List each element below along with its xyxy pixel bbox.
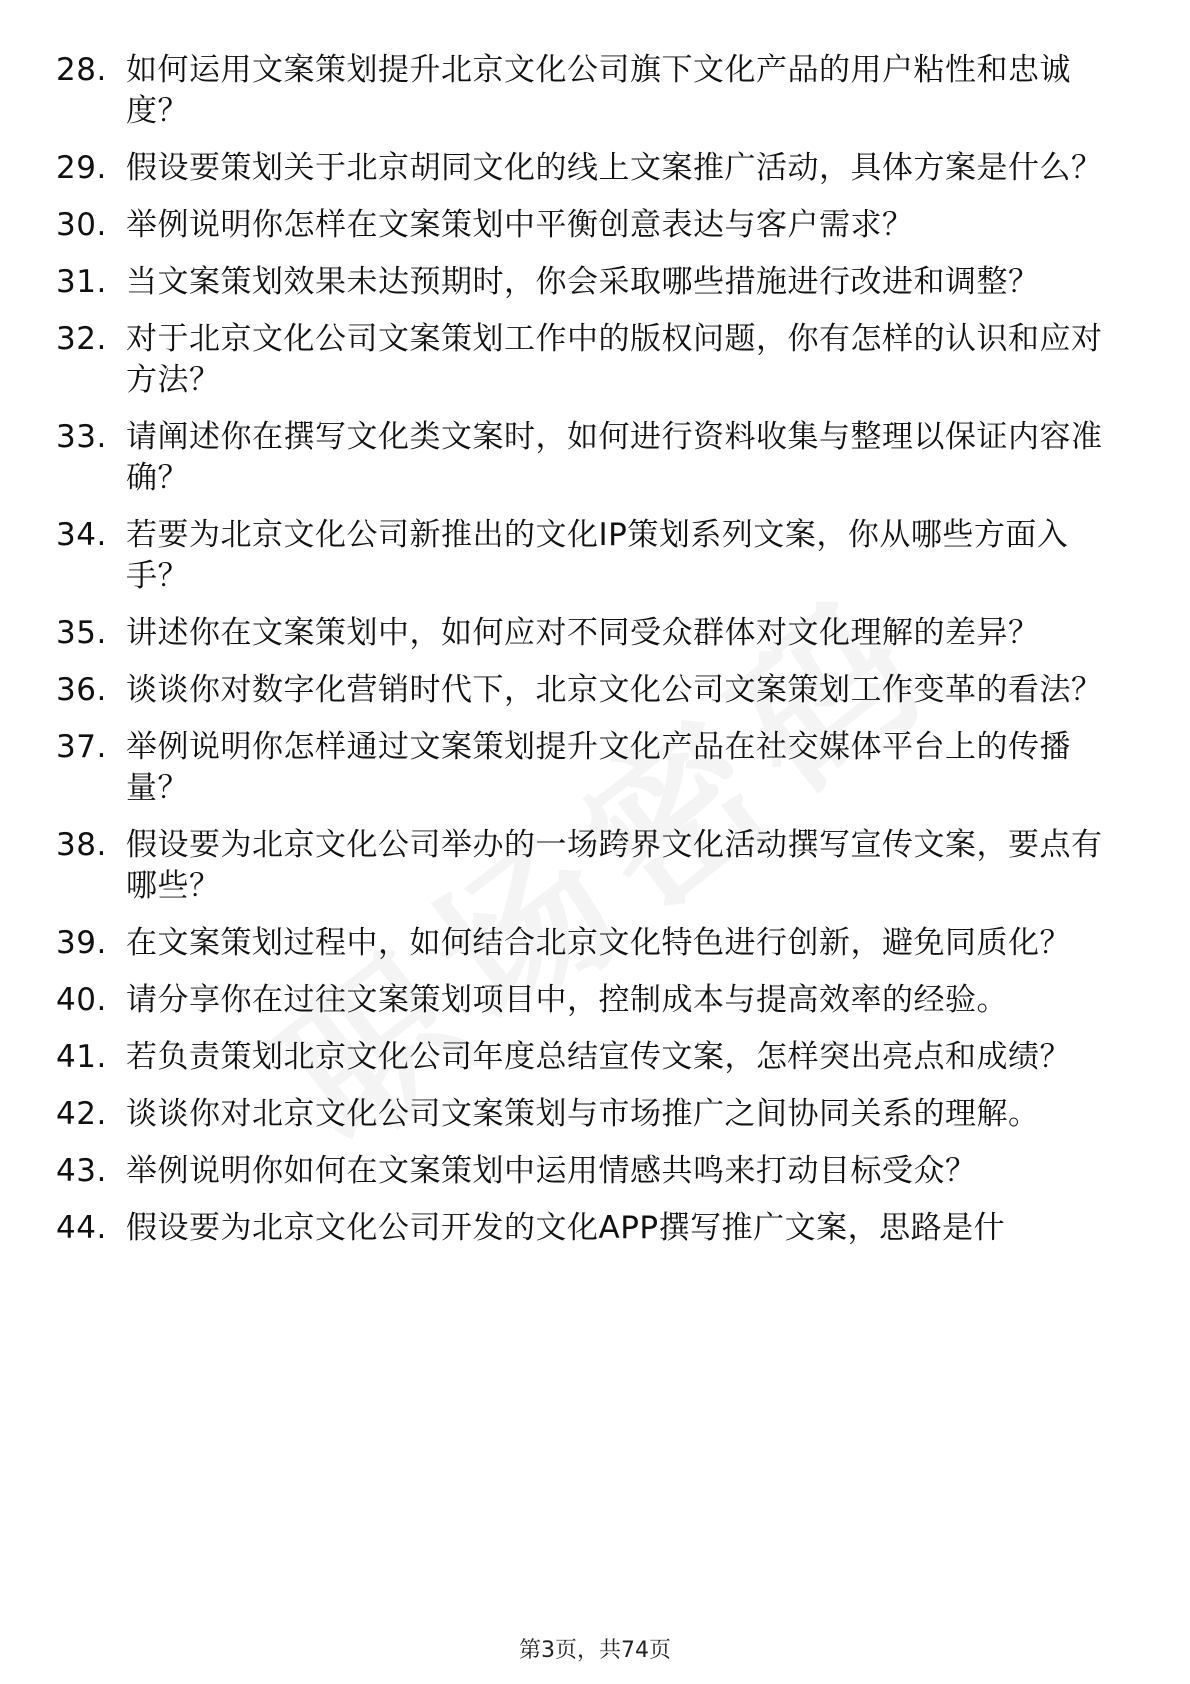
question-text: 若要为北京文化公司新推出的文化IP策划系列文案，你从哪些方面入手？ <box>126 517 1069 594</box>
question-item-41 <box>56 1037 1126 1078</box>
question-text: 假设要为北京文化公司举办的一场跨界文化活动撰写宣传文案，要点有哪些？ <box>126 827 1103 904</box>
question-text: 若负责策划北京文化公司年度总结宣传文案，怎样突出亮点和成绩？ <box>126 1039 1071 1075</box>
question-item-43 <box>56 1151 1126 1192</box>
question-number: 42. <box>56 1096 107 1132</box>
question-item-40 <box>56 980 1126 1021</box>
question-text: 如何运用文案策划提升北京文化公司旗下文化产品的用户粘性和忠诚度？ <box>126 52 1071 129</box>
question-item-44 <box>56 1208 1126 1249</box>
question-number: 29. <box>56 150 107 186</box>
question-text: 在文案策划过程中，如何结合北京文化特色进行创新，避免同质化？ <box>126 925 1071 961</box>
question-number: 28. <box>56 52 107 88</box>
question-text: 请阐述你在撰写文化类文案时，如何进行资料收集与整理以保证内容准确？ <box>126 419 1103 496</box>
question-number: 39. <box>56 925 107 961</box>
question-number: 43. <box>56 1153 107 1189</box>
question-text: 对于北京文化公司文案策划工作中的版权问题，你有怎样的认识和应对方法？ <box>126 321 1103 398</box>
question-text: 当文案策划效果未达预期时，你会采取哪些措施进行改进和调整？ <box>126 264 1040 300</box>
question-item-35 <box>56 613 1126 654</box>
question-number: 33. <box>56 419 107 455</box>
question-number: 31. <box>56 264 107 300</box>
question-number: 40. <box>56 982 107 1018</box>
question-item-31 <box>56 262 1126 303</box>
question-item-29 <box>56 148 1126 189</box>
question-text: 举例说明你怎样在文案策划中平衡创意表达与客户需求？ <box>126 207 914 243</box>
question-text: 请分享你在过往文案策划项目中，控制成本与提高效率的经验。 <box>126 982 1008 1018</box>
question-number: 44. <box>56 1210 107 1246</box>
question-text: 谈谈你对北京文化公司文案策划与市场推广之间协同关系的理解。 <box>126 1096 1040 1132</box>
question-item-32 <box>56 319 1126 401</box>
question-text: 假设要为北京文化公司开发的文化APP撰写推广文案，思路是什 <box>126 1210 1006 1246</box>
question-number: 34. <box>56 517 107 553</box>
question-item-34 <box>56 515 1126 597</box>
question-text: 讲述你在文案策划中，如何应对不同受众群体对文化理解的差异？ <box>126 615 1040 651</box>
question-text: 举例说明你怎样通过文案策划提升文化产品在社交媒体平台上的传播量？ <box>126 729 1071 806</box>
question-number: 35. <box>56 615 107 651</box>
question-text: 举例说明你如何在文案策划中运用情感共鸣来打动目标受众？ <box>126 1153 977 1189</box>
question-item-33 <box>56 417 1126 499</box>
question-number: 37. <box>56 729 107 765</box>
question-number: 38. <box>56 827 107 863</box>
question-item-37 <box>56 727 1126 809</box>
question-number: 41. <box>56 1039 107 1075</box>
question-item-39 <box>56 923 1126 964</box>
question-item-28 <box>56 50 1126 132</box>
question-list <box>56 50 1126 1265</box>
question-item-36 <box>56 670 1126 711</box>
question-item-30 <box>56 205 1126 246</box>
question-item-38 <box>56 825 1126 907</box>
question-item-42 <box>56 1094 1126 1135</box>
page-number-footer: 第3页，共74页 <box>519 1638 671 1663</box>
question-number: 32. <box>56 321 107 357</box>
question-number: 30. <box>56 207 107 243</box>
question-number: 36. <box>56 672 107 708</box>
question-text: 假设要策划关于北京胡同文化的线上文案推广活动，具体方案是什么？ <box>126 150 1103 186</box>
question-text: 谈谈你对数字化营销时代下，北京文化公司文案策划工作变革的看法？ <box>126 672 1103 708</box>
